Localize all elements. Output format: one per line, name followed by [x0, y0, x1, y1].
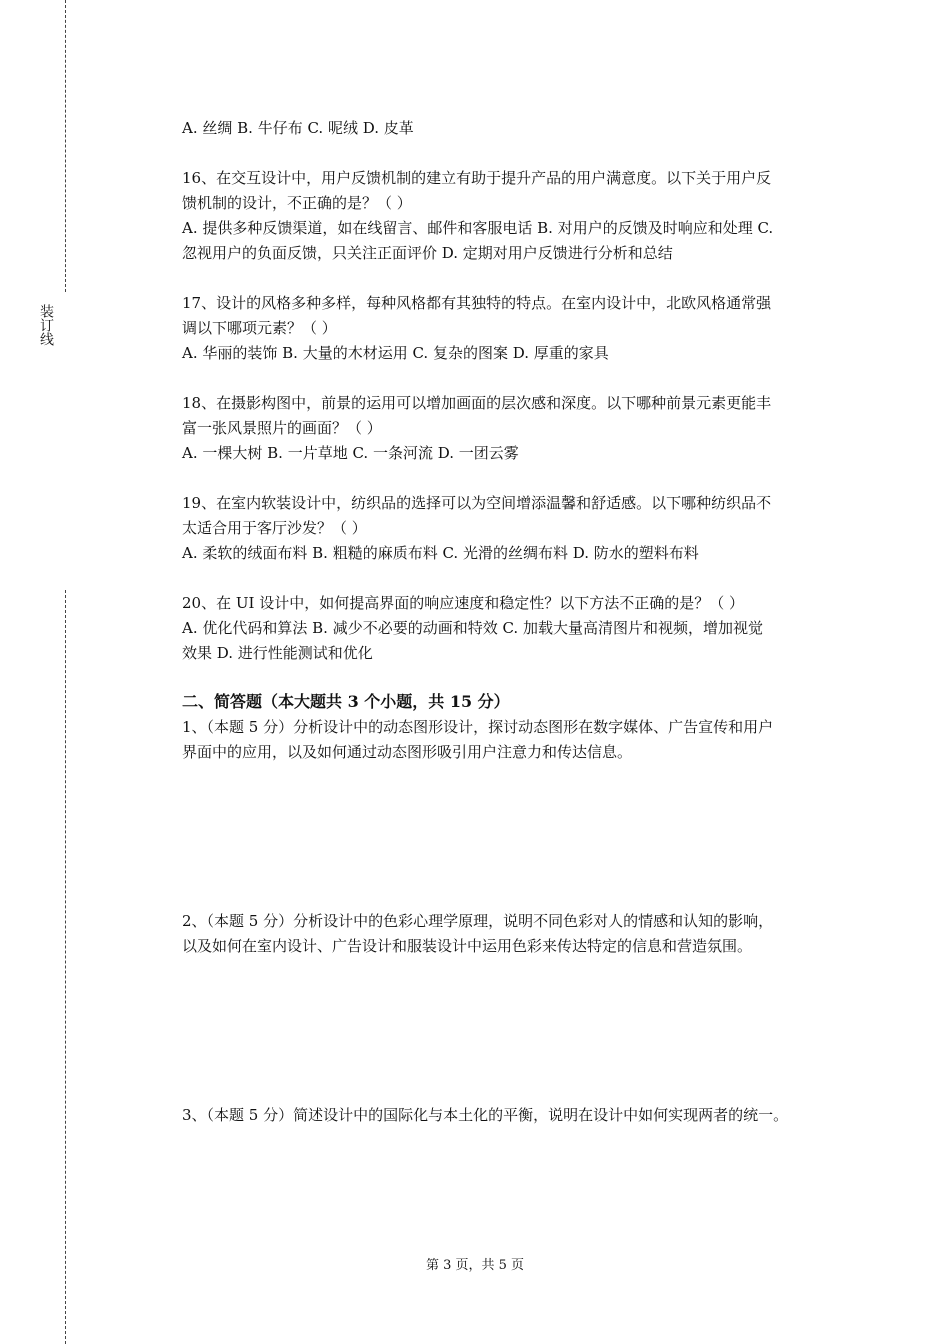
- q20-line-3: 效果 D. 进行性能测试和优化: [182, 644, 373, 662]
- question-18: [182, 391, 842, 466]
- binding-line-bottom: [65, 590, 66, 1344]
- q18-line-1: 18、在摄影构图中，前景的运用可以增加画面的层次感和深度。以下哪种前景元素更能丰: [182, 394, 772, 412]
- q17-line-2: 调以下哪项元素？（ ）: [182, 319, 337, 337]
- spacer: [182, 141, 842, 166]
- q19-line-3: A. 柔软的绒面布料 B. 粗糙的麻质布料 C. 光滑的丝绸布料 D. 防水的塑料布料: [182, 544, 699, 562]
- q15-options: A. 丝绸 B. 牛仔布 C. 呢绒 D. 皮革: [182, 119, 414, 137]
- answer-space-2: [182, 959, 842, 1103]
- q16-line-2: 馈机制的设计，不正确的是？（ ）: [182, 194, 412, 212]
- q20-line-1: 20、在 UI 设计中，如何提高界面的响应速度和稳定性？以下方法不正确的是？（ ）: [182, 594, 744, 612]
- short-answer-1: [182, 715, 842, 765]
- spacer: [182, 666, 842, 688]
- spacer: [182, 466, 842, 491]
- sa1-line-2: 界面中的应用，以及如何通过动态图形吸引用户注意力和传达信息。: [182, 743, 633, 761]
- question-17: [182, 291, 842, 366]
- exam-content: [182, 116, 842, 1128]
- q19-line-1: 19、在室内软装设计中，纺织品的选择可以为空间增添温馨和舒适感。以下哪种纺织品不: [182, 494, 772, 512]
- q18-line-3: A. 一棵大树 B. 一片草地 C. 一条河流 D. 一团云雾: [182, 444, 519, 462]
- short-answer-3: [182, 1103, 842, 1128]
- binding-label: 装订线: [38, 304, 54, 346]
- sa2-line-2: 以及如何在室内设计、广告设计和服装设计中运用色彩来传达特定的信息和营造氛围。: [182, 937, 753, 955]
- q17-line-3: A. 华丽的装饰 B. 大量的木材运用 C. 复杂的图案 D. 厚重的家具: [182, 344, 609, 362]
- answer-space-1: [182, 765, 842, 909]
- q19-line-2: 太适合用于客厅沙发？（ ）: [182, 519, 367, 537]
- short-answer-2: [182, 909, 842, 959]
- q18-line-2: 富一张风景照片的画面？（ ）: [182, 419, 382, 437]
- binding-line-top: [65, 0, 66, 292]
- q16-line-3: A. 提供多种反馈渠道，如在线留言、邮件和客服电话 B. 对用户的反馈及时响应和处理 C.: [182, 219, 774, 237]
- question-20: [182, 591, 842, 666]
- q20-line-2: A. 优化代码和算法 B. 减少不必要的动画和特效 C. 加载大量高清图片和视频，增加视觉: [182, 619, 763, 637]
- q16-line-4: 忽视用户的负面反馈，只关注正面评价 D. 定期对用户反馈进行分析和总结: [182, 244, 673, 262]
- sa3-line-1: 3、（本题 5 分）简述设计中的国际化与本土化的平衡，说明在设计中如何实现两者的统一。: [182, 1106, 789, 1124]
- question-16: [182, 166, 842, 266]
- q17-line-1: 17、设计的风格多种多样，每种风格都有其独特的特点。在室内设计中，北欧风格通常强: [182, 294, 772, 312]
- section-2-title: 二、简答题（本大题共 3 个小题，共 15 分）: [182, 692, 510, 711]
- sa1-line-1: 1、（本题 5 分）分析设计中的动态图形设计，探讨动态图形在数字媒体、广告宣传和用户: [182, 718, 774, 736]
- q16-line-1: 16、在交互设计中，用户反馈机制的建立有助于提升产品的用户满意度。以下关于用户反: [182, 169, 772, 187]
- question-19: [182, 491, 842, 566]
- spacer: [182, 366, 842, 391]
- spacer: [182, 566, 842, 591]
- sa2-line-1: 2、（本题 5 分）分析设计中的色彩心理学原理，说明不同色彩对人的情感和认知的影响，: [182, 912, 774, 930]
- spacer: [182, 266, 842, 291]
- page-footer: 第 3 页，共 5 页: [425, 1258, 525, 1273]
